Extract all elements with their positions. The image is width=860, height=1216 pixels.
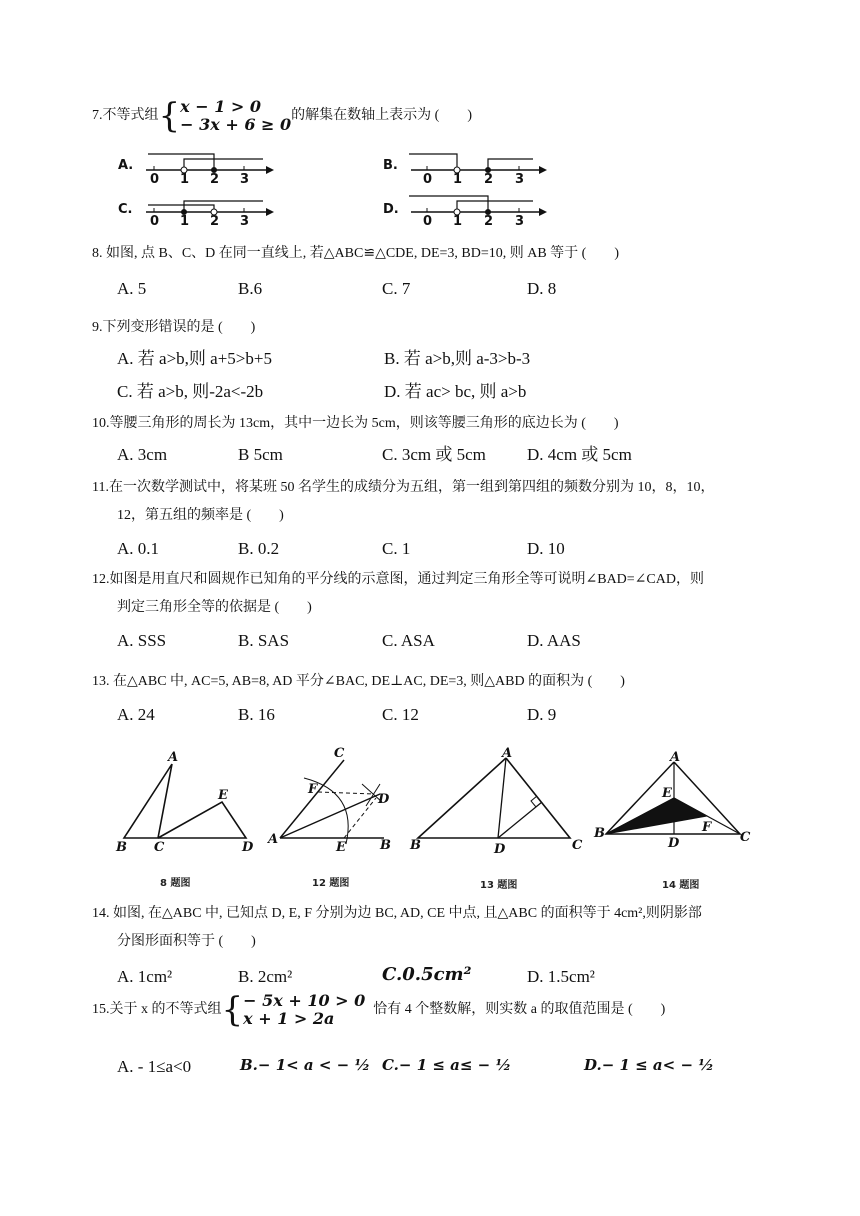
q8-option-b[interactable]: B.6	[238, 279, 263, 298]
question-9-text: 9.下列变形错误的是 ( )	[92, 320, 256, 335]
tick-label: 0	[150, 172, 160, 187]
option-label: B.	[383, 158, 398, 173]
q8-option-d[interactable]: D. 8	[527, 279, 557, 298]
q11-option-b[interactable]: B. 0.2	[238, 539, 280, 558]
figure-13	[404, 746, 590, 892]
tick-label: 2	[210, 214, 220, 229]
question-12-line-2: 判定三角形全等的依据是 ( )	[117, 600, 312, 615]
inequality-system	[180, 98, 291, 134]
point-label: A	[670, 750, 681, 765]
number-line-option-d[interactable]	[383, 192, 553, 232]
number-line-c-graphic	[118, 192, 278, 232]
q13-option-b[interactable]: B. 16	[238, 705, 275, 724]
tick-label: 3	[240, 172, 250, 187]
point-label: C	[740, 830, 751, 845]
tick-label: 1	[180, 214, 190, 229]
option-label: D.	[383, 202, 399, 217]
question-15-prefix: 15.关于 x 的不等式组	[92, 1002, 222, 1017]
point-label: F	[702, 820, 712, 835]
option-label: C.	[118, 202, 133, 217]
q12-option-b[interactable]: B. SAS	[238, 631, 290, 650]
q9-option-c[interactable]: C. 若 a>b, 则-2a<-2b	[117, 382, 264, 401]
number-line-b-graphic	[383, 150, 553, 190]
point-label: C	[334, 746, 345, 761]
point-label: E	[336, 840, 346, 855]
figure-12-drawing	[262, 744, 412, 892]
tick-label: 3	[240, 214, 250, 229]
tick-label: 3	[515, 214, 525, 229]
point-label: B	[594, 826, 605, 841]
inequality-1: − 5x + 10 > 0	[243, 991, 366, 1010]
question-15	[92, 992, 665, 1028]
figure-caption: 13 题图	[480, 880, 518, 891]
number-line-option-c[interactable]	[118, 192, 278, 232]
tick-label: 3	[515, 172, 525, 187]
number-line-a-graphic	[118, 150, 278, 190]
question-14-line-1: 14. 如图, 在△ABC 中, 已知点 D, E, F 分别为边 BC, AD, CE 中点, 且△ABC 的面积等于 4cm²,则阴影部	[92, 906, 702, 921]
point-label: A	[502, 746, 513, 761]
figure-12	[262, 744, 412, 892]
q12-option-c[interactable]: C. ASA	[382, 631, 435, 650]
q10-option-d[interactable]: D. 4cm 或 5cm	[527, 445, 632, 464]
figure-14	[590, 748, 760, 894]
point-label: E	[218, 788, 228, 803]
q10-option-c[interactable]: C. 3cm 或 5cm	[382, 445, 486, 464]
point-label: B	[116, 840, 127, 855]
point-label: D	[378, 792, 390, 807]
q11-option-a[interactable]: A. 0.1	[117, 539, 160, 558]
question-10-text: 10.等腰三角形的周长为 13cm，其中一边长为 5cm，则该等腰三角形的底边长为 ( )	[92, 416, 619, 431]
question-7	[92, 98, 472, 134]
point-label: A	[168, 750, 179, 765]
q15-option-c[interactable]: C.− 1 ≤ a≤ − ½	[382, 1056, 512, 1074]
brace-icon: {	[221, 990, 244, 1030]
q14-option-b[interactable]: B. 2cm²	[238, 967, 293, 986]
q8-option-a[interactable]: A. 5	[117, 279, 147, 298]
number-line-option-a[interactable]	[118, 150, 278, 190]
number-line-option-b[interactable]	[383, 150, 553, 190]
question-14-line-2: 分图形面积等于 ( )	[117, 934, 256, 949]
point-label: D	[494, 842, 506, 857]
q9-option-d[interactable]: D. 若 ac> bc, 则 a>b	[384, 382, 527, 401]
tick-label: 1	[453, 172, 463, 187]
question-7-suffix: 的解集在数轴上表示为 ( )	[291, 108, 472, 123]
q13-option-d[interactable]: D. 9	[527, 705, 557, 724]
tick-label: 2	[210, 172, 220, 187]
figure-8-drawing	[110, 746, 270, 892]
figure-caption: 8 题图	[160, 878, 191, 889]
point-label: E	[662, 786, 672, 801]
q13-option-a[interactable]: A. 24	[117, 705, 155, 724]
inequality-1: x − 1 > 0	[180, 97, 262, 116]
question-11-line-2: 12，第五组的频率是 ( )	[117, 508, 284, 523]
figure-caption: 14 题图	[662, 880, 700, 891]
point-label: C	[154, 840, 165, 855]
q10-option-a[interactable]: A. 3cm	[117, 445, 168, 464]
inequality-2: − 3x + 6 ≥ 0	[180, 115, 292, 134]
point-label: A	[268, 832, 279, 847]
figure-8	[110, 746, 270, 892]
q15-option-a[interactable]: A. - 1≤a<0	[117, 1057, 192, 1076]
figure-13-drawing	[404, 746, 590, 892]
q14-option-c[interactable]: C.0.5cm²	[382, 964, 472, 985]
q13-option-c[interactable]: C. 12	[382, 705, 419, 724]
point-label: B	[380, 838, 391, 853]
q9-option-b[interactable]: B. 若 a>b,则 a-3>b-3	[384, 349, 531, 368]
q15-option-d[interactable]: D.− 1 ≤ a< − ½	[584, 1056, 714, 1074]
inequality-2: x + 1 > 2a	[243, 1009, 335, 1028]
point-label: B	[410, 838, 421, 853]
point-label: C	[572, 838, 583, 853]
point-label: F	[308, 782, 318, 797]
tick-label: 2	[484, 214, 494, 229]
figure-14-drawing	[590, 748, 760, 894]
question-7-prefix: 7.不等式组	[92, 108, 159, 123]
number-line-d-graphic	[383, 192, 553, 232]
inequality-system	[243, 992, 365, 1028]
q11-option-d[interactable]: D. 10	[527, 539, 565, 558]
tick-label: 1	[180, 172, 190, 187]
q12-option-a[interactable]: A. SSS	[117, 631, 167, 650]
figure-caption: 12 题图	[312, 878, 350, 889]
question-8-text: 8. 如图, 点 B、C、D 在同一直线上, 若△ABC≌△CDE, DE=3, BD=10, 则 AB 等于 ( )	[92, 246, 620, 261]
brace-icon: {	[158, 96, 181, 136]
q10-option-b[interactable]: B 5cm	[238, 445, 283, 464]
question-11-line-1: 11.在一次数学测试中，将某班 50 名学生的成绩分为五组，第一组到第四组的频数分别为 10，8，10，	[92, 480, 715, 495]
tick-label: 2	[484, 172, 494, 187]
q14-option-a[interactable]: A. 1cm²	[117, 967, 173, 986]
q12-option-d[interactable]: D. AAS	[527, 631, 581, 650]
tick-label: 1	[453, 214, 463, 229]
question-13-text: 13. 在△ABC 中, AC=5, AB=8, AD 平分∠BAC, DE⊥AC, DE=3, 则△ABD 的面积为 ( )	[92, 674, 625, 689]
q14-option-d[interactable]: D. 1.5cm²	[527, 967, 595, 986]
q15-option-b[interactable]: B.− 1< a < − ½	[240, 1056, 371, 1074]
point-label: D	[668, 836, 680, 851]
question-15-suffix: 恰有 4 个整数解，则实数 a 的取值范围是 ( )	[373, 1002, 666, 1017]
tick-label: 0	[423, 214, 433, 229]
point-label: D	[242, 840, 254, 855]
question-12-line-1: 12.如图是用直尺和圆规作已知角的平分线的示意图，通过判定三角形全等可说明∠BAD=∠CAD，则	[92, 572, 704, 587]
q9-option-a[interactable]: A. 若 a>b,则 a+5>b+5	[117, 349, 272, 368]
q8-option-c[interactable]: C. 7	[382, 279, 411, 298]
q11-option-c[interactable]: C. 1	[382, 539, 411, 558]
tick-label: 0	[423, 172, 433, 187]
option-label: A.	[118, 158, 134, 173]
tick-label: 0	[150, 214, 160, 229]
